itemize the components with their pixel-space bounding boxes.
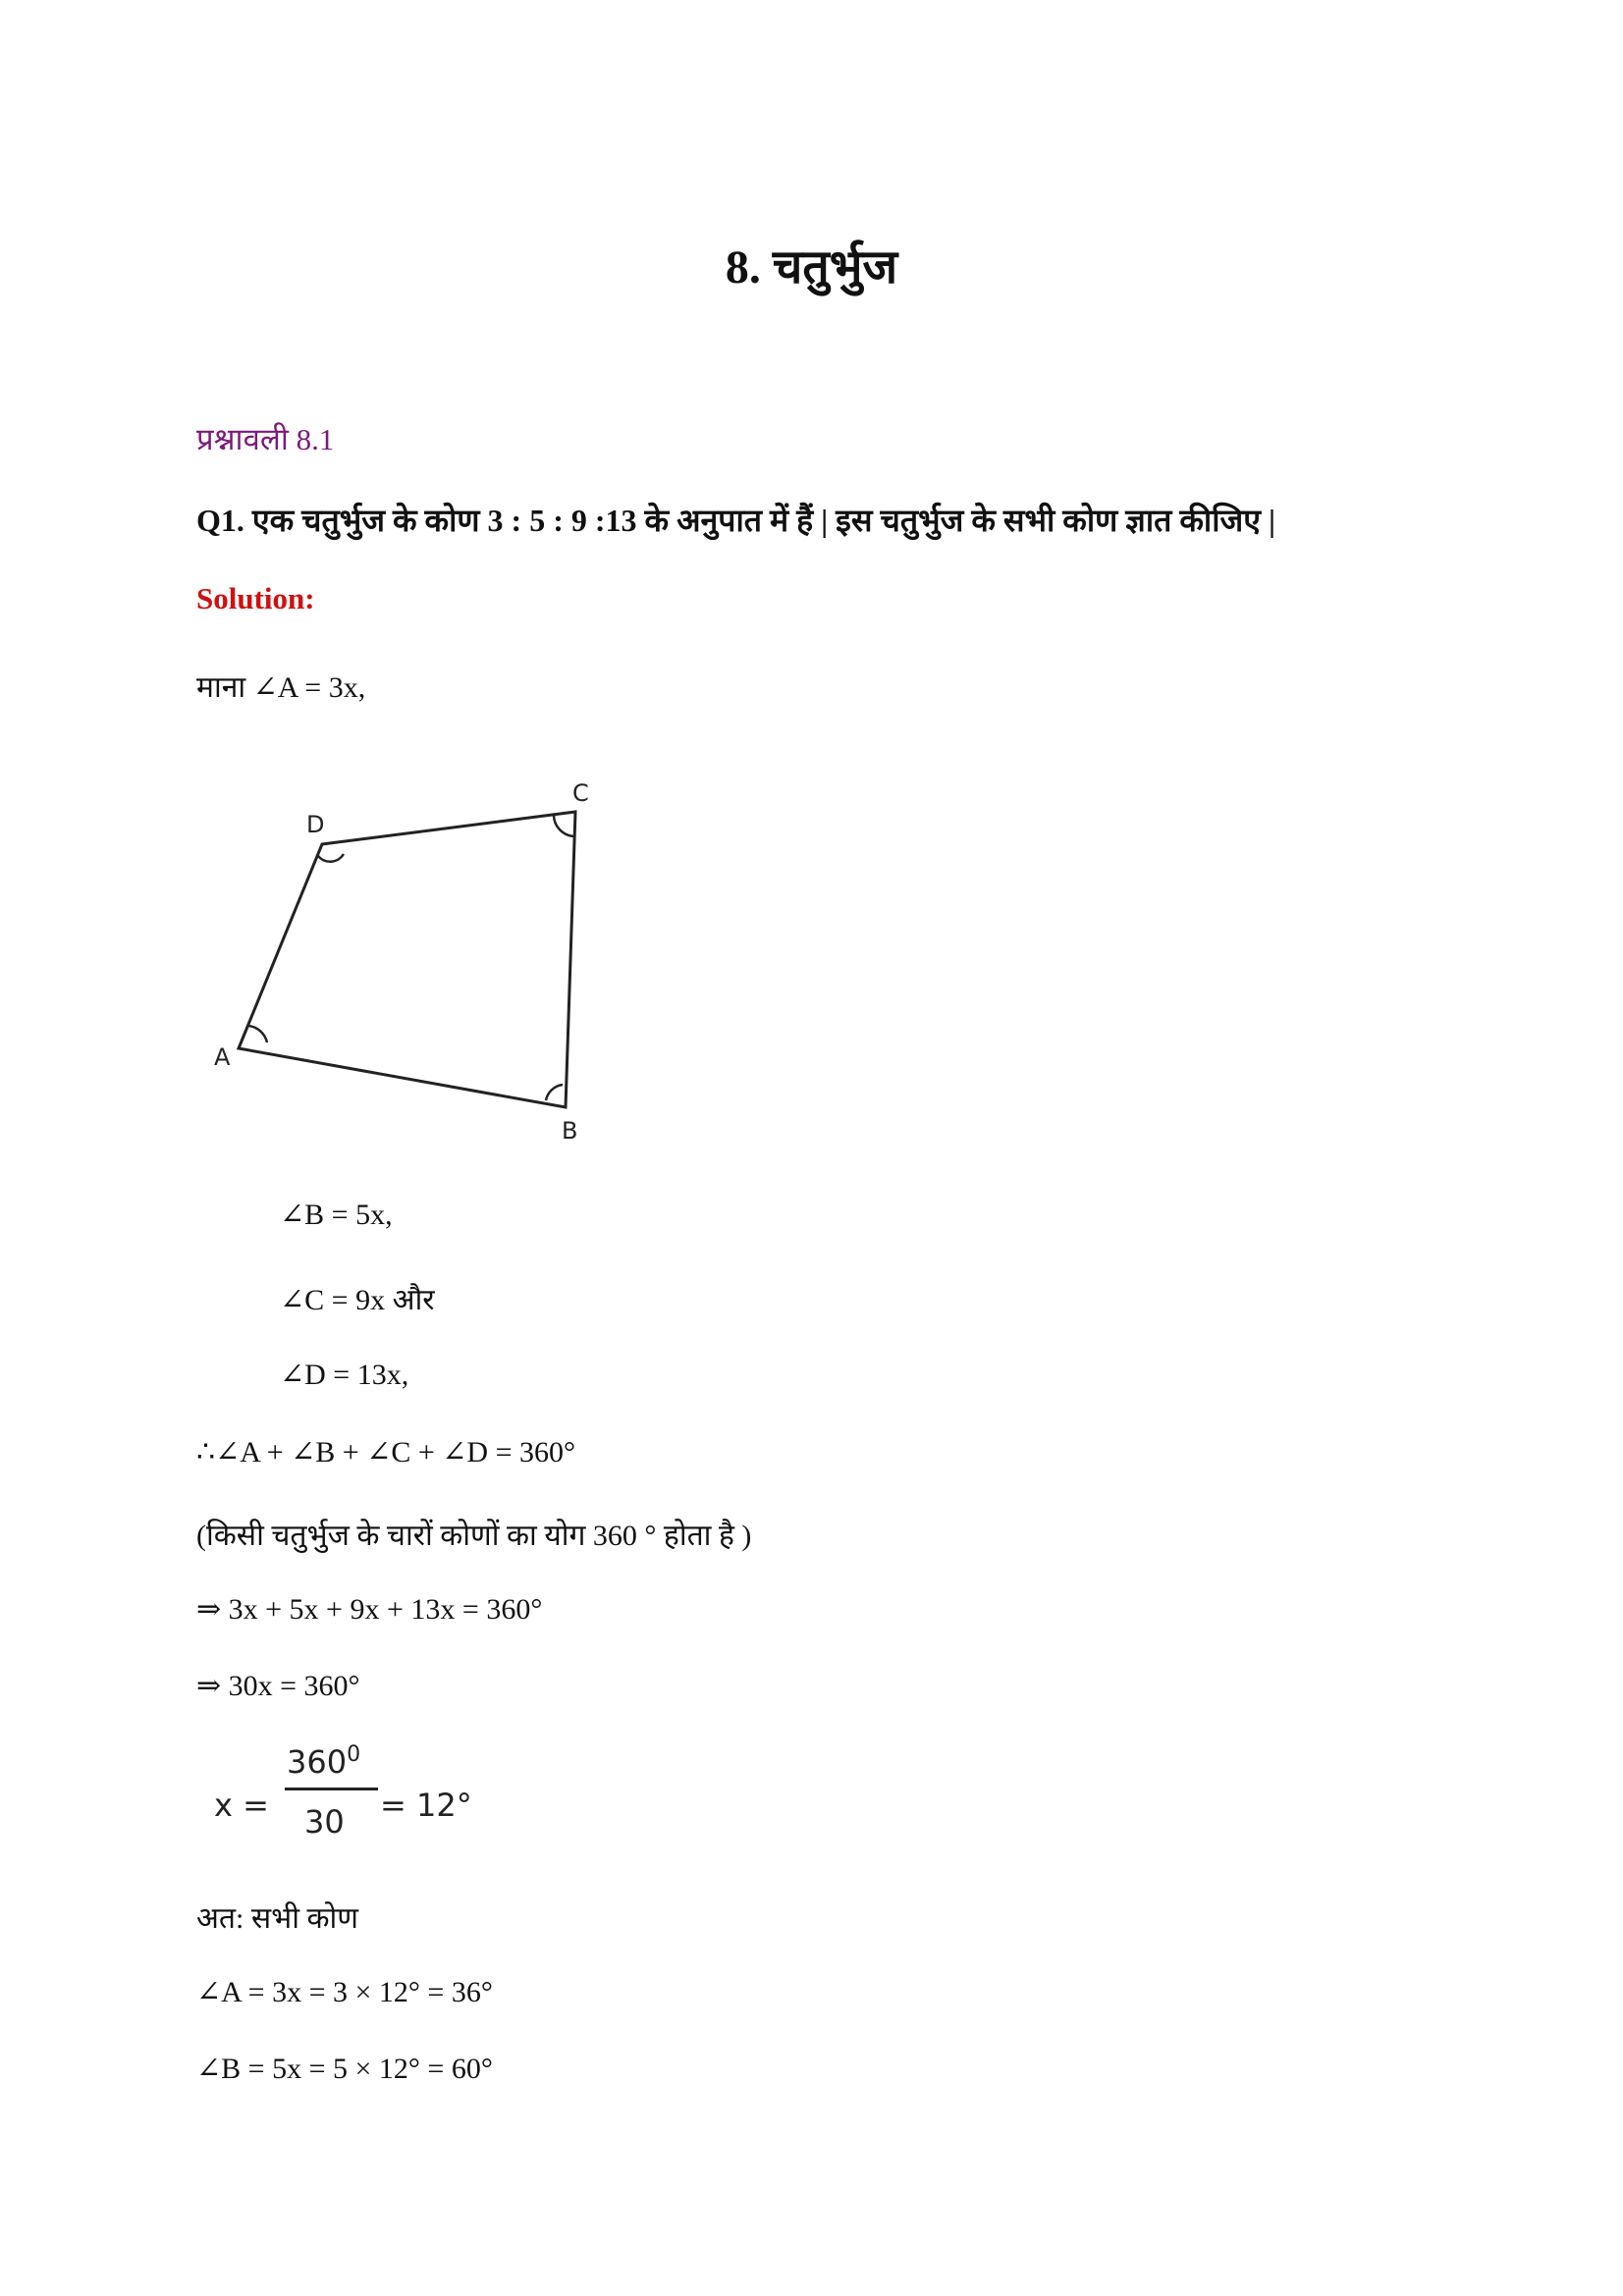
quadrilateral-figure [196,766,648,1158]
vertex-label-d: D [306,811,325,838]
solution-label: Solution: [196,581,315,615]
fraction-equation [211,1733,472,1850]
vertex-label-a: A [214,1043,231,1071]
question-text: Q1. एक चतुर्भुज के कोण 3 : 5 : 9 :13 के अनुपात में हैं | इस चतुर्भुज के सभी कोण ज्ञात कीजिए | [196,503,1275,538]
angle-mark-b [546,1085,563,1100]
fraction-rhs: = 12° [380,1787,472,1824]
vertex-label-b: B [562,1117,578,1145]
let-angle-a: माना ∠A = 3x, [196,671,366,704]
angle-b-line: ∠B = 5x, [280,1199,393,1231]
equation-line-2: ⇒ 30x = 360° [196,1670,360,1702]
fraction-bar [285,1788,378,1790]
angle-sum-note: (किसी चतुर्भुज के चारों कोणों का योग 360 ° होता है ) [196,1520,752,1552]
chapter-title: 8. चतुर्भुज [725,241,898,294]
angle-d-line: ∠D = 13x, [280,1359,409,1391]
exercise-label: प्रश्नावली 8.1 [196,422,335,456]
answer-angle-a: ∠A = 3x = 3 × 12° = 36° [196,1976,493,2008]
quadrilateral-shape [239,812,575,1107]
fraction-lhs: x = [214,1787,269,1824]
fraction-denominator: 30 [304,1803,345,1841]
angle-mark-a [248,1026,267,1042]
hence-line: अत: सभी कोण [196,1902,358,1935]
vertex-label-c: C [572,779,589,807]
angle-sum-line: ∴∠A + ∠B + ∠C + ∠D = 360° [196,1436,576,1468]
angle-mark-c [554,815,573,836]
equation-line-1: ⇒ 3x + 5x + 9x + 13x = 360° [196,1593,543,1626]
angle-c-line: ∠C = 9x और [280,1284,435,1316]
angle-mark-d [318,854,344,862]
answer-angle-b: ∠B = 5x = 5 × 12° = 60° [196,2053,493,2085]
fraction-numerator: $360^0$ [287,1742,361,1781]
